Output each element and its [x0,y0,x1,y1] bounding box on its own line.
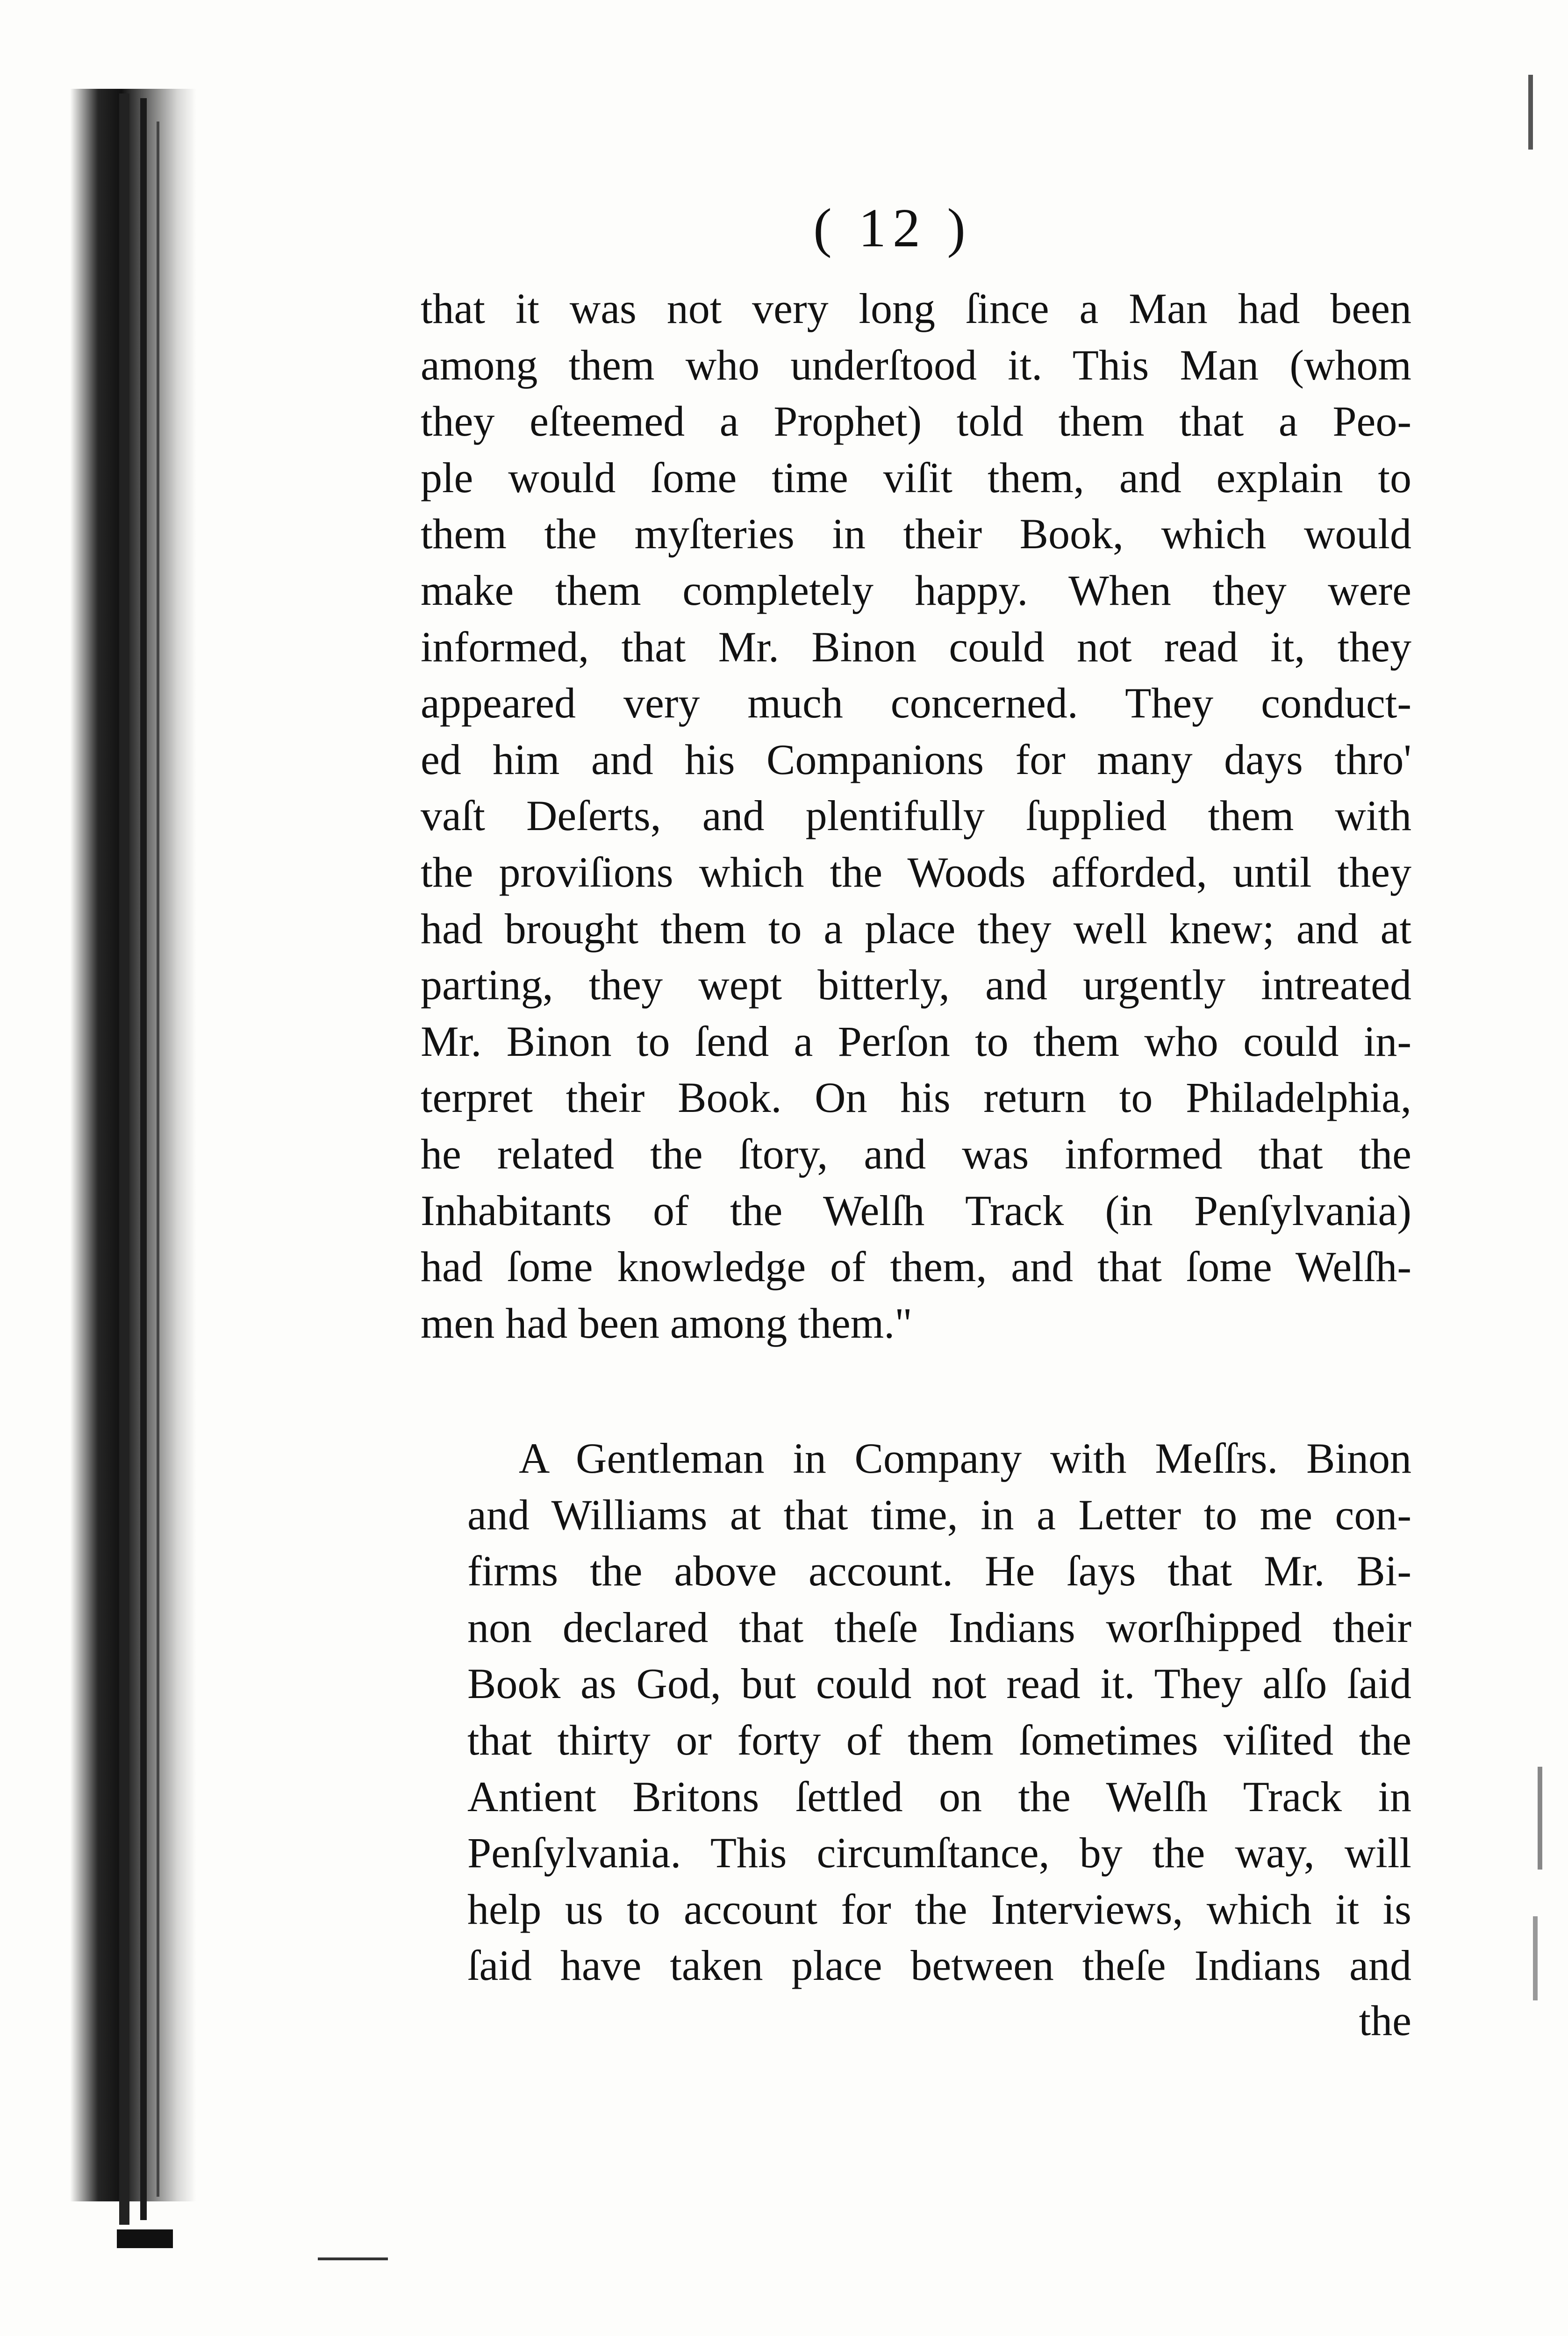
text-line: firms the above account. He ſays that Mr. Bi- [467,1547,1411,1595]
text-line: Book as God, but could not read it. They alſo ſaid [467,1660,1411,1708]
text-line: among them who underſtood it. This Man (whom [421,341,1411,389]
text-line: informed, that Mr. Binon could not read it, they [421,623,1411,671]
gutter-streak [119,93,129,2225]
text-line: help us to account for the Interviews, which it is [467,1885,1411,1933]
text-line: they eſteemed a Prophet) told them that a Peo- [421,397,1411,445]
binding-gutter-shadow [70,89,196,2201]
text-line: Mr. Binon to ſend a Perſon to them who could in- [421,1017,1411,1065]
gutter-streak [157,122,159,2197]
text-line: terpret their Book. On his return to Philadelphia, [421,1074,1411,1122]
edge-speckle [1528,75,1533,150]
text-line: the proviſions which the Woods afforded, until they [421,848,1411,896]
text-line: that thirty or forty of them ſometimes viſited the [467,1716,1411,1764]
gutter-streak [140,98,147,2220]
gutter-foot-mark [117,2229,173,2248]
edge-speckle [1538,1767,1542,1870]
text-line: ed him and his Companions for many days thro' [421,735,1411,783]
text-line: them the myſteries in their Book, which would [421,510,1411,558]
bottom-rule-mark [318,2257,388,2260]
text-line: Inhabitants of the Welſh Track (in Penſylvania) [421,1186,1411,1234]
text-line: vaſt Deſerts, and plentifully ſupplied them with [421,792,1411,840]
text-line: appeared very much concerned. They conduct- [421,679,1411,727]
paragraph-1 [421,280,1411,1351]
text-line: men had been among them." [421,1299,912,1347]
text-line: had brought them to a place they well knew; and at [421,904,1411,953]
page-number: ( 12 ) [813,197,972,258]
catchword: the [1359,1997,1411,2044]
text-line: Antient Britons ſettled on the Welſh Track in [467,1772,1411,1820]
edge-speckle [1533,1916,1538,2000]
text-line: non declared that theſe Indians worſhipped their [467,1603,1411,1651]
text-line: and Williams at that time, in a Letter to me con- [467,1490,1411,1539]
text-line: parting, they wept bitterly, and urgently intreated [421,961,1411,1009]
text-line: ple would ſome time viſit them, and explain to [421,453,1411,502]
text-line: ſaid have taken place between theſe Indians and [467,1942,1411,1990]
text-line: had ſome knowledge of them, and that ſome Welſh- [421,1243,1411,1291]
text-line: A Gentleman in Company with Meſſrs. Binon [519,1434,1411,1482]
text-line: that it was not very long ſince a Man had been [421,285,1411,332]
text-line: Penſylvania. This circumſtance, by the way, will [467,1829,1411,1877]
paragraph-2 [467,1430,1411,1994]
text-line: make them completely happy. When they were [421,566,1411,614]
text-line: he related the ſtory, and was informed that the [421,1130,1411,1178]
